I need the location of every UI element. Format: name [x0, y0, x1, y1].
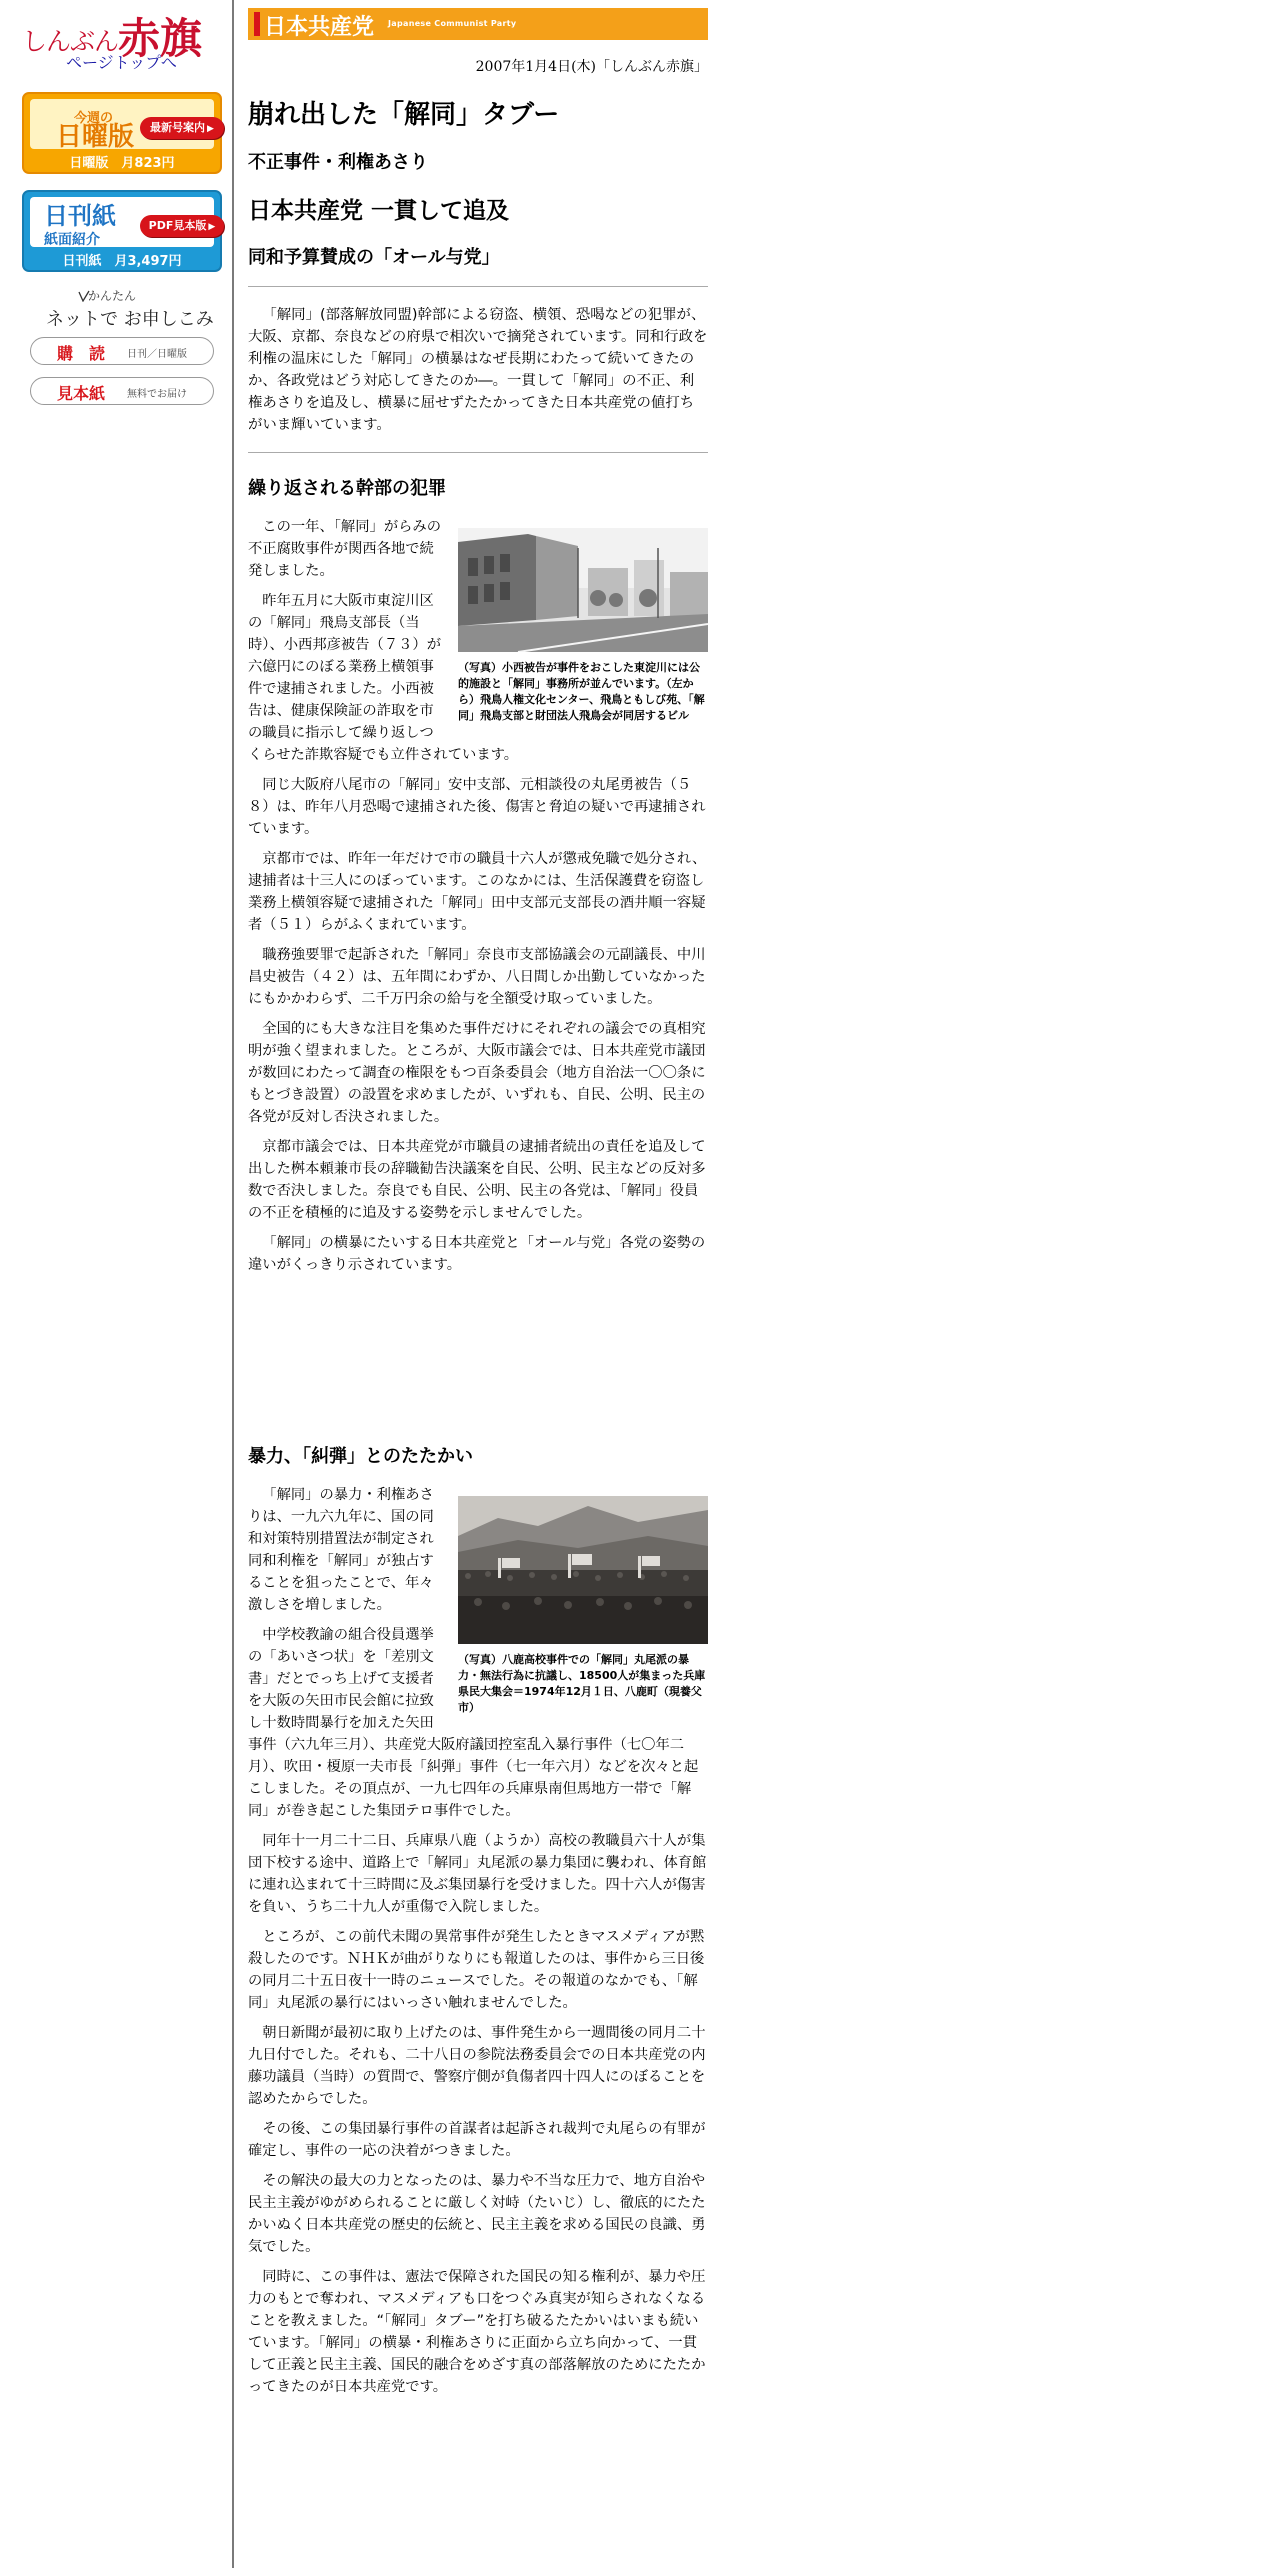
- divider-rule: [248, 286, 708, 287]
- photo-figure: [458, 1496, 708, 1716]
- photo-caption: （写真）八鹿高校事件での「解同」丸尾派の暴力・無法行為に抗議し、18500人が集まった兵庫県民大集会＝1974年12月１日、八鹿町（現養父市）: [458, 1653, 706, 1714]
- kantan-label: かんたん: [88, 289, 137, 303]
- dateline: 2007年1月4日(木)「しんぶん赤旗」: [475, 59, 708, 75]
- pdf-sample-button[interactable]: PDF見本版 ▶: [140, 215, 224, 237]
- article-paragraph: 京都市では、昨年一年だけで市の職員十六人が懲戒免職で処分され、逮捕者は十三人にのぼっています。このなかには、生活保護費を窃盗し業務上横領容疑で逮捕された「解同」田中支部元支部長の酒井順一容疑者（５１）らがふくまれています。: [248, 851, 707, 933]
- subscribe-note: 日刊／日曜版: [127, 349, 187, 360]
- subscribe-button[interactable]: [30, 337, 214, 365]
- article-title: 崩れ出した「解同」タブー: [248, 100, 560, 130]
- jcp-banner-subtitle: Japanese Communist Party: [388, 19, 517, 28]
- rally-photo: [458, 1496, 708, 1644]
- sample-note: 無料でお届け: [127, 389, 187, 400]
- daily-edition-banner[interactable]: [22, 190, 222, 272]
- lead-paragraph: 「解同」(部落解放同盟)幹部による窃盗、横領、恐喝などの犯罪が、大阪、京都、奈良などの府県で相次いで摘発されています。同和行政を利権の温床にした「解同」の横暴はなぜ長期にわたって続いてきたのか、各政党はどう対応してきたのか―。一貫して「解同」の不正、利権あさりを追及し、横暴に屈せずたたかってきた日本共産党の値打ちがいま輝いています。: [248, 307, 708, 433]
- divider-rule: [248, 452, 708, 453]
- sunday-line1: 今週の: [74, 111, 114, 126]
- article-subtitle-2: 日本共産党 一貫して追及: [248, 198, 510, 224]
- sunday-banner-panel: [30, 99, 214, 152]
- sidebar: [0, 0, 232, 2568]
- page-top-link[interactable]: ページトップへ: [66, 53, 177, 72]
- article-paragraph: 中学校教諭の組合役員選挙の「あいさつ状」を「差別文書」だとでっち上げて支援者を大阪の矢田市民会館に拉致し十数時間暴行を加えた矢田事件（六九年三月）、共産党大阪府議団控室乱入暴行事件（七〇年二月）、吹田・榎原一夫市長「糾弾」事件（七一年六月）などを次々と起こしました。その頂点が、一九七四年の兵庫県南但馬地方一帯で「解同」が巻き起こした集団テロ事件でした。: [248, 1627, 699, 1819]
- section-body: [248, 1484, 708, 2406]
- section-body: [248, 516, 708, 1284]
- article-paragraph: 職務強要罪で起訴された「解同」奈良市支部協議会の元副議長、中川昌史被告（４２）は、五年間にわずか、八日間しか出勤していなかったにもかかわらず、二千万円余の給与を全額受け取っていました。: [248, 947, 706, 1007]
- article-paragraph: 「解同」の横暴にたいする日本共産党と「オール与党」各党の姿勢の違いがくっきり示されています。: [248, 1235, 706, 1273]
- street-photo: [458, 528, 708, 652]
- sunday-price: 日曜版 月823円: [69, 156, 175, 171]
- banner-accent: [254, 12, 260, 36]
- article-paragraph: 「解同」の暴力・利権あさりは、一九六九年に、国の同和対策特別措置法が制定され同和利権を「解同」が独占することを狙ったことで、年々激しさを増しました。: [248, 1487, 434, 1613]
- logo-kana: しんぶん: [22, 27, 119, 56]
- article-paragraph: その後、この集団暴行事件の首謀者は起訴され裁判で丸尾らの有罪が確定し、事件の一応の決着がつきました。: [248, 2121, 706, 2159]
- article-paragraph: 昨年五月に大阪市東淀川区の「解同」飛鳥支部長（当時）、小西邦彦被告（７３）が六億円にのぼる業務上横領事件で逮捕されました。小西被告は、健康保険証の詐取を市の職員に指示して繰り返しつくらせた詐欺容疑でも立件されています。: [248, 593, 519, 763]
- section-heading: 繰り返される幹部の犯罪: [248, 478, 446, 499]
- article-paragraph: 同時に、この事件は、憲法で保障された国民の知る権利が、暴力や圧力のもとで奪われ、マスメディアも口をつぐみ真実が知らされなくなることを教えました。“「解同」タブー”を打ち破るたたかいはいまも続いています。「解同」の横暴・利権あさりに正面から立ち向かって、一貫して正義と民主主義、国民的融合をめざす真の部落解放のためにたたかってきたのが日本共産党です。: [248, 2269, 706, 2395]
- daily-price: 日刊紙 月3,497円: [62, 254, 182, 269]
- latest-issue-button[interactable]: 最新号案内 ▶: [140, 117, 224, 139]
- daily-line2: 紙面紹介: [44, 232, 100, 248]
- sunday-line2: 日曜版: [56, 122, 135, 152]
- article-paragraph: その解決の最大の力となったのは、暴力や不当な圧力で、地方自治や民主主義がゆがめられることに厳しく対峙（たいじ）し、徹底的にたたかいぬく日本共産党の歴史的伝統と、民主主義を求める国民の良識、勇気でした。: [248, 2173, 706, 2255]
- jcp-banner[interactable]: [248, 8, 708, 40]
- daily-banner-panel: [30, 197, 214, 247]
- sidebar-divider: [232, 0, 234, 2568]
- article-paragraph: 全国的にも大きな注目を集めた事件だけにそれぞれの議会での真相究明が強く望まれました。ところが、大阪市議会では、日本共産党市議団が数回にわたって調査の権限をもつ百条委員会（地方自治法一〇〇条にもとづき設置）の設置を求めましたが、いずれも、自民、公明、民主の各党が反対し否決されました。: [248, 1021, 706, 1125]
- net-apply-label: ネットで お申しこみ: [46, 309, 214, 330]
- sample-label: 見本紙: [57, 384, 106, 403]
- daily-line1: 日刊紙: [44, 202, 116, 230]
- photo-figure: [458, 528, 708, 724]
- article-subtitle-1: 不正事件・利権あさり: [248, 152, 428, 173]
- article-paragraph: この一年、「解同」がらみの不正腐敗事件が関西各地で続発しました。: [248, 519, 442, 579]
- sunday-edition-banner[interactable]: [22, 92, 222, 174]
- logo-main: 赤旗: [118, 14, 203, 63]
- article-paragraph: 朝日新聞が最初に取り上げたのは、事件発生から一週間後の同月二十九日付でした。それも、二十八日の参院法務委員会での日本共産党の内藤功議員（当時）の質問で、警察庁側が負傷者四十四人にのぼることを認めたからでした。: [248, 2025, 706, 2107]
- jcp-banner-title: 日本共産党: [264, 15, 375, 40]
- section-heading: 暴力、「糾弾」とのたたかい: [248, 1446, 473, 1467]
- article-paragraph: 同年十一月二十二日、兵庫県八鹿（ようか）高校の教職員六十人が集団下校する途中、道路上で「解同」丸尾派の暴力集団に襲われ、体育館に連れ込まれて十三時間に及ぶ集団暴行を受けました。四十六人が傷害を負い、うち二十九人が重傷で入院しました。: [248, 1833, 707, 1915]
- article-paragraph: ところが、この前代未聞の異常事件が発生したときマスメディアが黙殺したのです。ＮＨＫが曲がりなりにも報道したのは、事件から三日後の同月二十五日夜十一時のニュースでした。その報道のなかでも、「解同」丸尾派の暴行にはいっさい触れませんでした。: [248, 1929, 705, 2011]
- article-paragraph: 京都市議会では、日本共産党が市職員の逮捕者続出の責任を追及して出した桝本頼兼市長の辞職勧告決議案を自民、公明、民主などの反対多数で否決しました。奈良でも自民、公明、民主の各党は、「解同」役員の不正を積極的に追及する姿勢を示しませんでした。: [248, 1139, 706, 1221]
- subscribe-label: 購 読: [57, 344, 106, 363]
- article-paragraph: 同じ大阪府八尾市の「解同」安中支部、元相談役の丸尾勇被告（５８）は、昨年八月恐喝で逮捕された後、傷害と脅迫の疑いで再逮捕されています。: [248, 777, 706, 837]
- article-subtitle-3: 同和予算賛成の「オール与党」: [248, 247, 500, 268]
- sample-paper-button[interactable]: [30, 377, 214, 405]
- photo-caption: （写真）小西被告が事件をおこした東淀川には公的施設と「解同」事務所が並んでいます。（左から）飛鳥人権文化センター、飛鳥ともしび苑、「解同」飛鳥支部と財団法人飛鳥会が同居するビル: [458, 661, 705, 722]
